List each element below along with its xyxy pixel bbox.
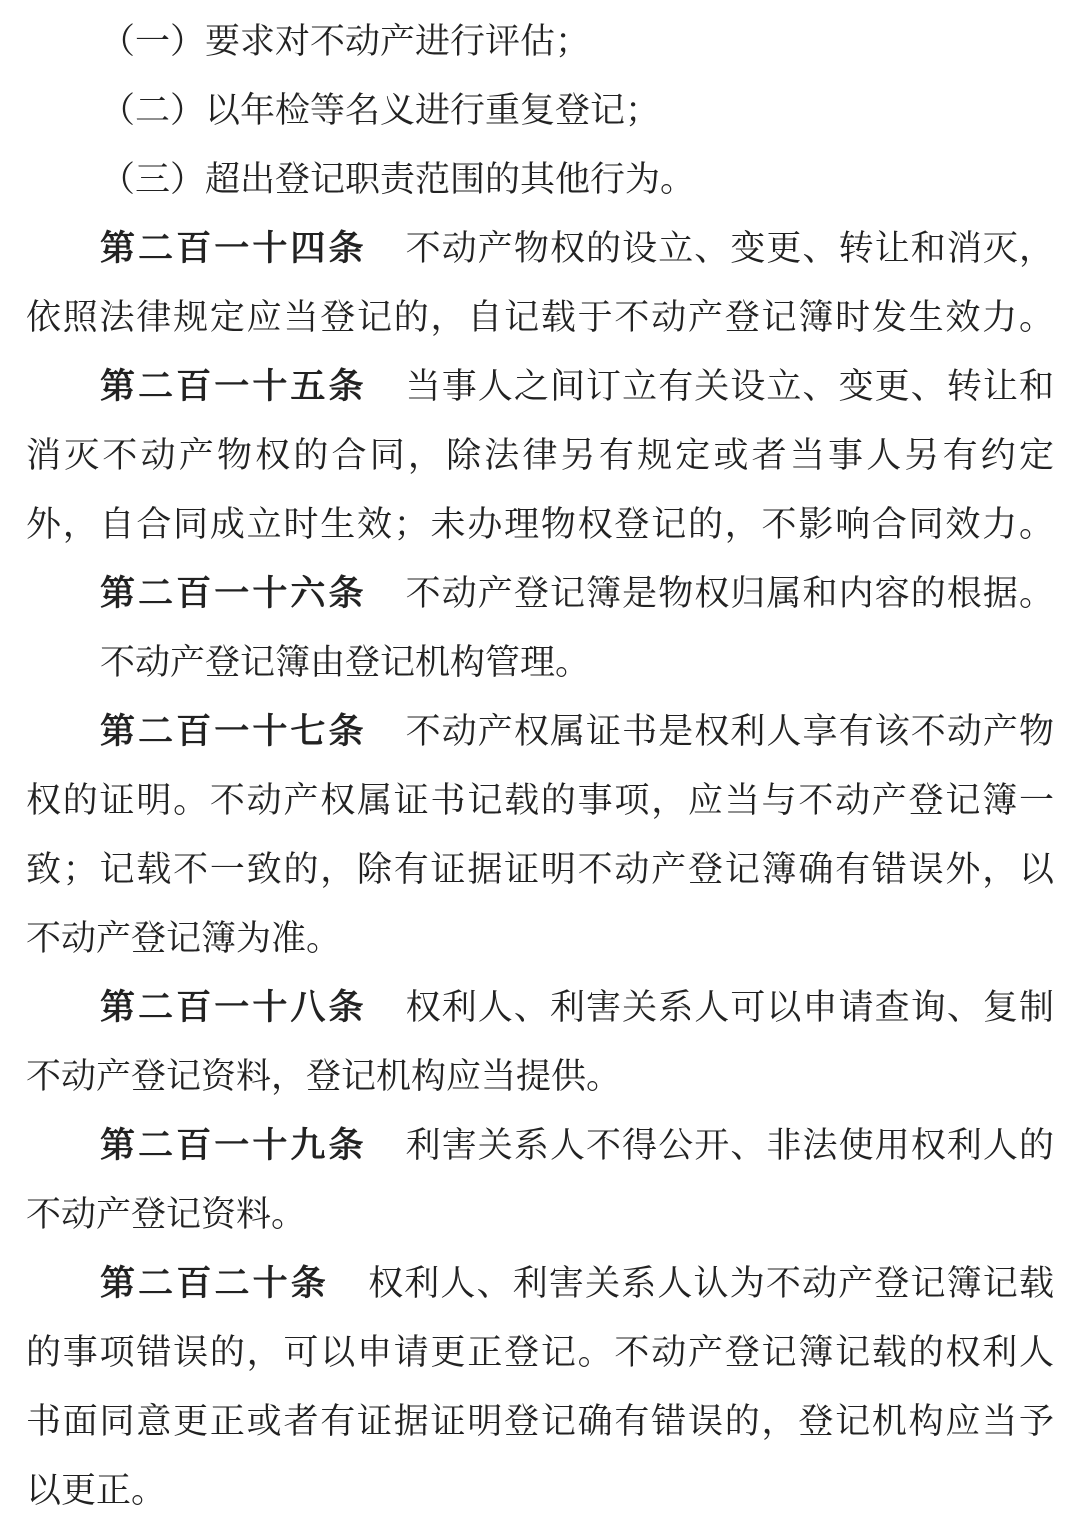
article-216-first-line — [100, 560, 1054, 629]
article-text-line: 不动产登记簿为准。 — [26, 919, 342, 959]
article-number: 第二百一十五条 — [100, 367, 367, 407]
article-text-line: 的事项错误的，可以申请更正登记。不动产登记簿记载的权利人 — [26, 1333, 1054, 1373]
article-text: 利害关系人不得公开、非法使用权利人的 — [404, 1126, 1054, 1166]
article-number: 第二百一十八条 — [100, 988, 367, 1028]
article-text: 当事人之间订立有关设立、变更、转让和 — [404, 367, 1054, 407]
article-text-line: 不动产登记资料，登记机构应当提供。 — [26, 1057, 622, 1097]
article-text-line: 致；记载不一致的，除有证据证明不动产登记簿确有错误外，以 — [26, 850, 1054, 890]
article-text: 不动产物权的设立、变更、转让和消灭， — [404, 229, 1054, 269]
list-item: （二）以年检等名义进行重复登记； — [100, 91, 661, 131]
article-text-line: 依照法律规定应当登记的，自记载于不动产登记簿时发生效力。 — [26, 298, 1054, 338]
article-text-line: 消灭不动产物权的合同，除法律另有规定或者当事人另有约定 — [26, 436, 1054, 476]
article-text-line: 外，自合同成立时生效；未办理物权登记的，不影响合同效力。 — [26, 505, 1054, 545]
article-number: 第二百一十四条 — [100, 229, 367, 269]
article-text-line: 以更正。 — [26, 1471, 167, 1511]
article-217-first-line — [100, 698, 1054, 767]
article-text: 不动产登记簿是物权归属和内容的根据。 — [404, 574, 1054, 614]
article-number: 第二百一十九条 — [100, 1126, 367, 1166]
list-item: （三）超出登记职责范围的其他行为。 — [100, 160, 696, 200]
article-218-first-line — [100, 974, 1054, 1043]
article-219-first-line — [100, 1112, 1054, 1181]
article-214-first-line — [100, 215, 1054, 284]
article-number: 第二百一十六条 — [100, 574, 367, 614]
article-text-line: 权的证明。不动产权属证书记载的事项，应当与不动产登记簿一 — [26, 781, 1054, 821]
article-text-line: 不动产登记资料。 — [26, 1195, 307, 1235]
article-text: 权利人、利害关系人认为不动产登记簿记载 — [366, 1264, 1054, 1304]
article-220-first-line — [100, 1250, 1054, 1319]
article-number: 第二百一十七条 — [100, 712, 367, 752]
article-text: 权利人、利害关系人可以申请查询、复制 — [404, 988, 1054, 1028]
article-text: 不动产权属证书是权利人享有该不动产物 — [404, 712, 1054, 752]
article-number: 第二百二十条 — [100, 1264, 329, 1304]
article-215-first-line — [100, 353, 1054, 422]
article-text-line: 不动产登记簿由登记机构管理。 — [100, 643, 591, 683]
list-item: （一）要求对不动产进行评估； — [100, 22, 591, 62]
article-text-line: 书面同意更正或者有证据证明登记确有错误的，登记机构应当予 — [26, 1402, 1054, 1442]
